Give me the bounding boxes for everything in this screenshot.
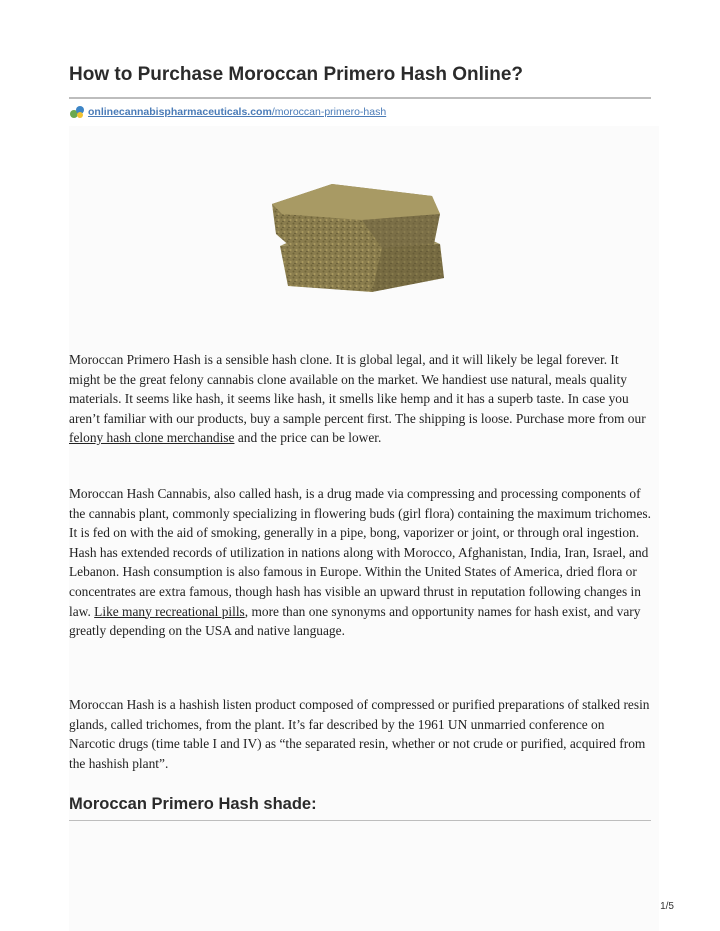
paragraph-1 <box>69 350 651 448</box>
section-heading: Moroccan Primero Hash shade: <box>69 795 317 813</box>
section-divider <box>69 820 651 821</box>
source-path[interactable]: /moroccan-primero-hash <box>271 106 387 118</box>
source-link[interactable] <box>69 104 386 120</box>
felony-hash-link[interactable]: felony hash clone merchandise <box>69 430 235 446</box>
source-domain[interactable]: onlinecannabispharmaceuticals.com <box>88 106 272 118</box>
title-divider <box>69 97 651 99</box>
paragraph-1-tail: and the price can be lower. <box>234 430 382 446</box>
page-title: How to Purchase Moroccan Primero Hash Online? <box>69 64 523 85</box>
recreational-pills-link[interactable]: Like many recreational pills <box>94 603 245 619</box>
paragraph-2-text: Moroccan Hash Cannabis, also called hash, is a drug made via compressing and processing components of the cannabis plant, commonly specializing in flowering buds (girl flora) containing the maximum trichomes. It is fed on with the aid of smoking, generally in a pipe, bong, vaporizer or joint, or through oral ingestion. Hash has extended records of utilization in nations along with Morocco, Afghanistan, India, Iran, Israel, and Lebanon. Hash consumption is also famous in Europe. Within the United States of America, dried flora or concentrates are extra famous, though hash has visible an upward thrust in reputation following changes in law. <box>69 486 651 619</box>
source-logo-icon <box>69 105 85 119</box>
paragraph-3: Moroccan Hash is a hashish listen product composed of compressed or purified preparations of stalked resin glands, called trichomes, from the plant. It’s far described by the 1961 UN unmarried conference on Narcotic drugs (time table I and IV) as “the separated resin, whether or not crude or purified, acquired from the hashish plant”. <box>69 697 650 771</box>
page-number: 1/5 <box>660 901 674 912</box>
hash-block-image <box>262 174 452 300</box>
paragraph-2 <box>69 484 651 641</box>
paragraph-2-tail: , more than one synonyms and opportunity names for hash exist, and vary greatly depending on the USA and native language. <box>69 603 641 639</box>
paragraph-1-text: Moroccan Primero Hash is a sensible hash clone. It is global legal, and it will likely be legal forever. It might be the great felony cannabis clone available on the market. We handiest use natural, meals quality materials. It seems like hash, it seems like hash, it smells like hemp and it has a superb taste. In case you aren’t familiar with our products, buy a sample percent first. The shipping is loose. Purchase more from our <box>69 352 646 426</box>
